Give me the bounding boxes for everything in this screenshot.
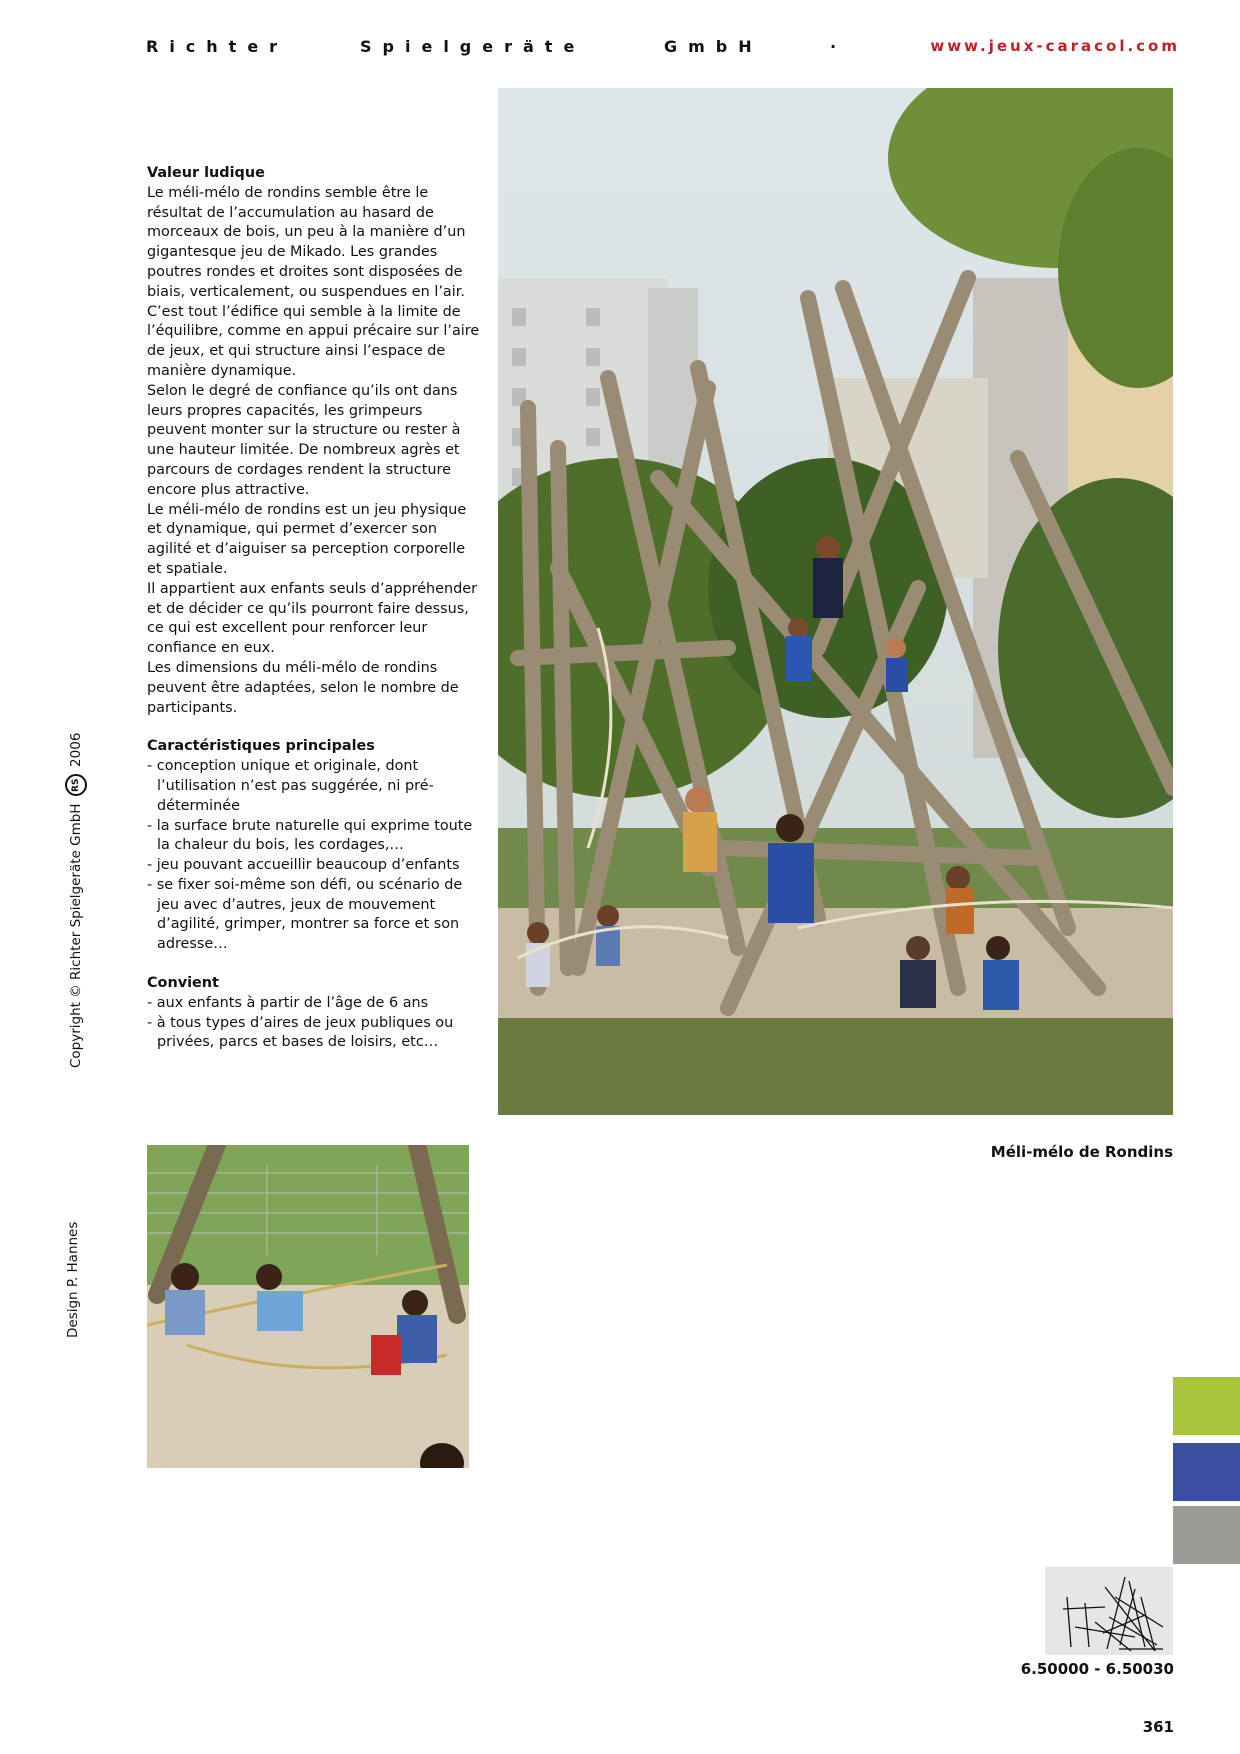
section-title-caracteristiques: Caractéristiques principales [147,738,375,755]
color-swatch-blue [1173,1443,1240,1501]
company-logo-icon: RS [65,774,87,796]
list-item: - la surface brute naturelle qui exprime toute la chaleur du bois, les cordages,… [147,817,483,857]
list-item: - à tous types d’aires de jeux publiques ou privées, parcs et bases de loisirs, etc… [147,1014,483,1054]
feature-list [147,757,483,955]
company-word-3: GmbH [664,37,763,56]
header-separator: · [830,37,837,56]
page-header [146,37,1180,61]
main-photo [498,88,1173,1115]
copyright-year: 2006 [68,732,84,767]
photo-caption: Méli-mélo de Rondins [990,1143,1173,1161]
list-item: - conception unique et originale, dont l’utilisation n’est pas suggérée, ni pré-déterminée [147,757,483,816]
section-convient [147,974,483,1053]
section-caracteristiques [147,737,483,955]
website-link[interactable]: www.jeux-caracol.com [930,37,1180,55]
company-word-1: Richter [146,37,289,56]
list-item: - aux enfants à partir de l’âge de 6 ans [147,994,483,1014]
paragraph: Il appartient aux enfants seuls d’appréhender et de décider ce qu’ils pourront faire dessus, ce qui est excellent pour renforcer leur confiance en eux. [147,580,477,657]
list-item: - jeu pouvant accueillir beaucoup d’enfants [147,856,483,876]
paragraph: Le méli-mélo de rondins semble être le résultat de l’accumulation au hasard de morceaux de bois, un peu à la manière d’un gigantesque jeu de Mikado. Les grandes poutres rondes et droites sont disposées de biais, verticalement, ou suspendues en l’air. C’est tout l’édifice qui semble à la limite de l’équilibre, comme en appui précaire sur l’aire de jeux, et qui structure ainsi l’espace de manière dynamique. [147,184,480,379]
section-title-valeur: Valeur ludique [147,165,265,181]
secondary-photo [147,1145,469,1468]
page-number: 361 [1142,1718,1174,1736]
company-word-2: Spielgeräte [360,37,586,56]
copyright-text: Copyright © Richter Spielgeräte GmbH [68,803,84,1068]
color-swatch-green [1173,1377,1240,1435]
suitability-list [147,994,483,1053]
paragraph: Le méli-mélo de rondins est un jeu physique et dynamique, qui permet d’exercer son agilité et d’aiguiser sa perception corporelle et spatiale. [147,501,467,577]
description-column [147,164,483,1072]
product-reference: 6.50000 - 6.50030 [1020,1660,1174,1678]
product-sketch-icon [1045,1567,1173,1655]
copyright-notice [65,733,87,1068]
list-item: - se fixer soi-même son défi, ou scénario de jeu avec d’autres, jeux de mouvement d’agilité, grimper, montrer sa force et son adresse… [147,876,483,955]
section-valeur-ludique [147,164,483,718]
section-title-convient: Convient [147,975,219,992]
paragraph: Les dimensions du méli-mélo de rondins peuvent être adaptées, selon le nombre de participants. [147,659,459,716]
designer-credit: Design P. Hannes [65,1221,81,1338]
color-swatch-grey [1173,1506,1240,1564]
paragraph: Selon le degré de confiance qu’ils ont dans leurs propres capacités, les grimpeurs peuvent monter sur la structure ou rester à une hauteur limitée. De nombreux agrès et parcours de cordages rendent la structure encore plus attractive. [147,382,461,498]
